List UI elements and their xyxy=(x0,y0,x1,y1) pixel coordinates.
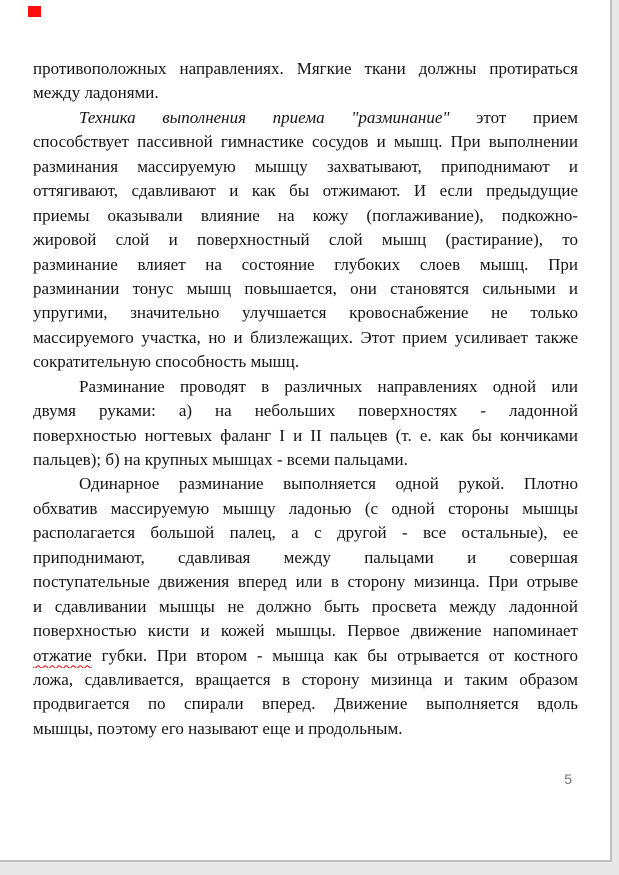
text-line xyxy=(33,179,578,203)
text-segment: противоположных направлениях. Мягкие ткани должны протираться xyxy=(33,59,578,78)
text-line xyxy=(33,570,578,594)
text-line xyxy=(33,717,578,741)
text-segment: приемы оказывали влияние на кожу (поглаживание), подкожно- xyxy=(33,205,578,225)
document-body[interactable] xyxy=(33,57,578,741)
text-segment: поверхностью ногтевых фаланг I и II пальцев (т. е. как бы кончиками xyxy=(33,425,578,445)
text-line xyxy=(33,692,578,716)
text-segment: между ладонями. xyxy=(33,83,159,103)
text-segment: оттягивают, сдавливают и как бы отжимают. И если предыдущие xyxy=(33,181,578,201)
text-line xyxy=(33,521,578,545)
text-line xyxy=(33,155,578,179)
text-line xyxy=(33,130,578,154)
text-line xyxy=(33,326,578,350)
text-line xyxy=(33,106,578,130)
text-segment: ложа, сдавливается, вращается в сторону мизинца и таким образом xyxy=(33,669,578,689)
text-segment: и сдавливании мышцы не должно быть просвета между ладонной xyxy=(33,596,578,616)
text-line xyxy=(33,472,578,496)
text-line xyxy=(33,375,578,399)
text-segment: обхватив массируемую мышцу ладонью (с одной стороны мышцы xyxy=(33,498,578,518)
text-line xyxy=(33,595,578,619)
text-line xyxy=(33,81,578,105)
text-line xyxy=(33,497,578,521)
text-segment: жировой слой и поверхностный слой мышц (растирание), то xyxy=(33,230,578,250)
text-segment: массируемого участка, но и близлежащих. Этот прием усиливает также xyxy=(33,327,578,347)
text-line xyxy=(33,424,578,448)
text-line xyxy=(33,277,578,301)
text-line xyxy=(33,546,578,570)
text-segment: разминания массируемую мышцу захватывают, приподнимают и xyxy=(33,156,578,176)
text-segment: разминании тонус мышц повышается, они становятся сильными и xyxy=(33,278,578,298)
text-line xyxy=(33,619,578,643)
text-line xyxy=(33,228,578,252)
text-line xyxy=(33,301,578,325)
text-segment: Разминание проводят в различных направлениях одной или xyxy=(79,376,578,396)
text-segment: приподнимают, сдавливая между пальцами и совершая xyxy=(33,547,578,567)
text-segment: сократительную способность мышц. xyxy=(33,352,300,372)
text-segment: упругими, значительно улучшается кровоснабжение не только xyxy=(33,303,578,323)
text-segment: поступательные движения вперед или в сторону мизинца. При отрыве xyxy=(33,572,578,592)
text-segment: этот прием xyxy=(449,107,578,127)
italic-text: Техника выполнения приема "разминание" xyxy=(79,107,450,127)
text-line xyxy=(33,644,578,668)
text-line xyxy=(33,399,578,423)
text-line xyxy=(33,668,578,692)
text-segment: разминание влияет на состояние глубоких слоев мышц. При xyxy=(33,254,578,274)
text-line xyxy=(33,253,578,277)
text-segment: Одинарное разминание выполняется одной рукой. Плотно xyxy=(79,474,578,494)
misspelled-word: отжатие xyxy=(33,645,92,665)
text-segment: губки. При втором - мышца как бы отрывается от костного xyxy=(91,645,578,665)
text-segment: способствует пассивной гимнастике сосудов и мышц. При выполнении xyxy=(33,132,578,152)
text-segment: поверхностью кисти и кожей мышцы. Первое движение напоминает xyxy=(33,621,578,641)
text-segment: двумя руками: а) на небольших поверхностях - ладонной xyxy=(33,401,578,421)
red-click-marker xyxy=(28,6,41,17)
text-segment: мышцы, поэтому его называют еще и продольным. xyxy=(33,718,403,738)
text-line xyxy=(33,350,578,374)
page-number: 5 xyxy=(564,771,572,787)
text-segment: пальцев); б) на крупных мышцах - всеми пальцами. xyxy=(33,450,408,469)
text-line xyxy=(33,204,578,228)
text-line xyxy=(33,57,578,81)
text-segment: продвигается по спирали вперед. Движение выполняется вдоль xyxy=(33,694,578,714)
text-segment: располагается большой палец, а с другой - все остальные), ее xyxy=(33,523,578,543)
text-line xyxy=(33,448,578,472)
